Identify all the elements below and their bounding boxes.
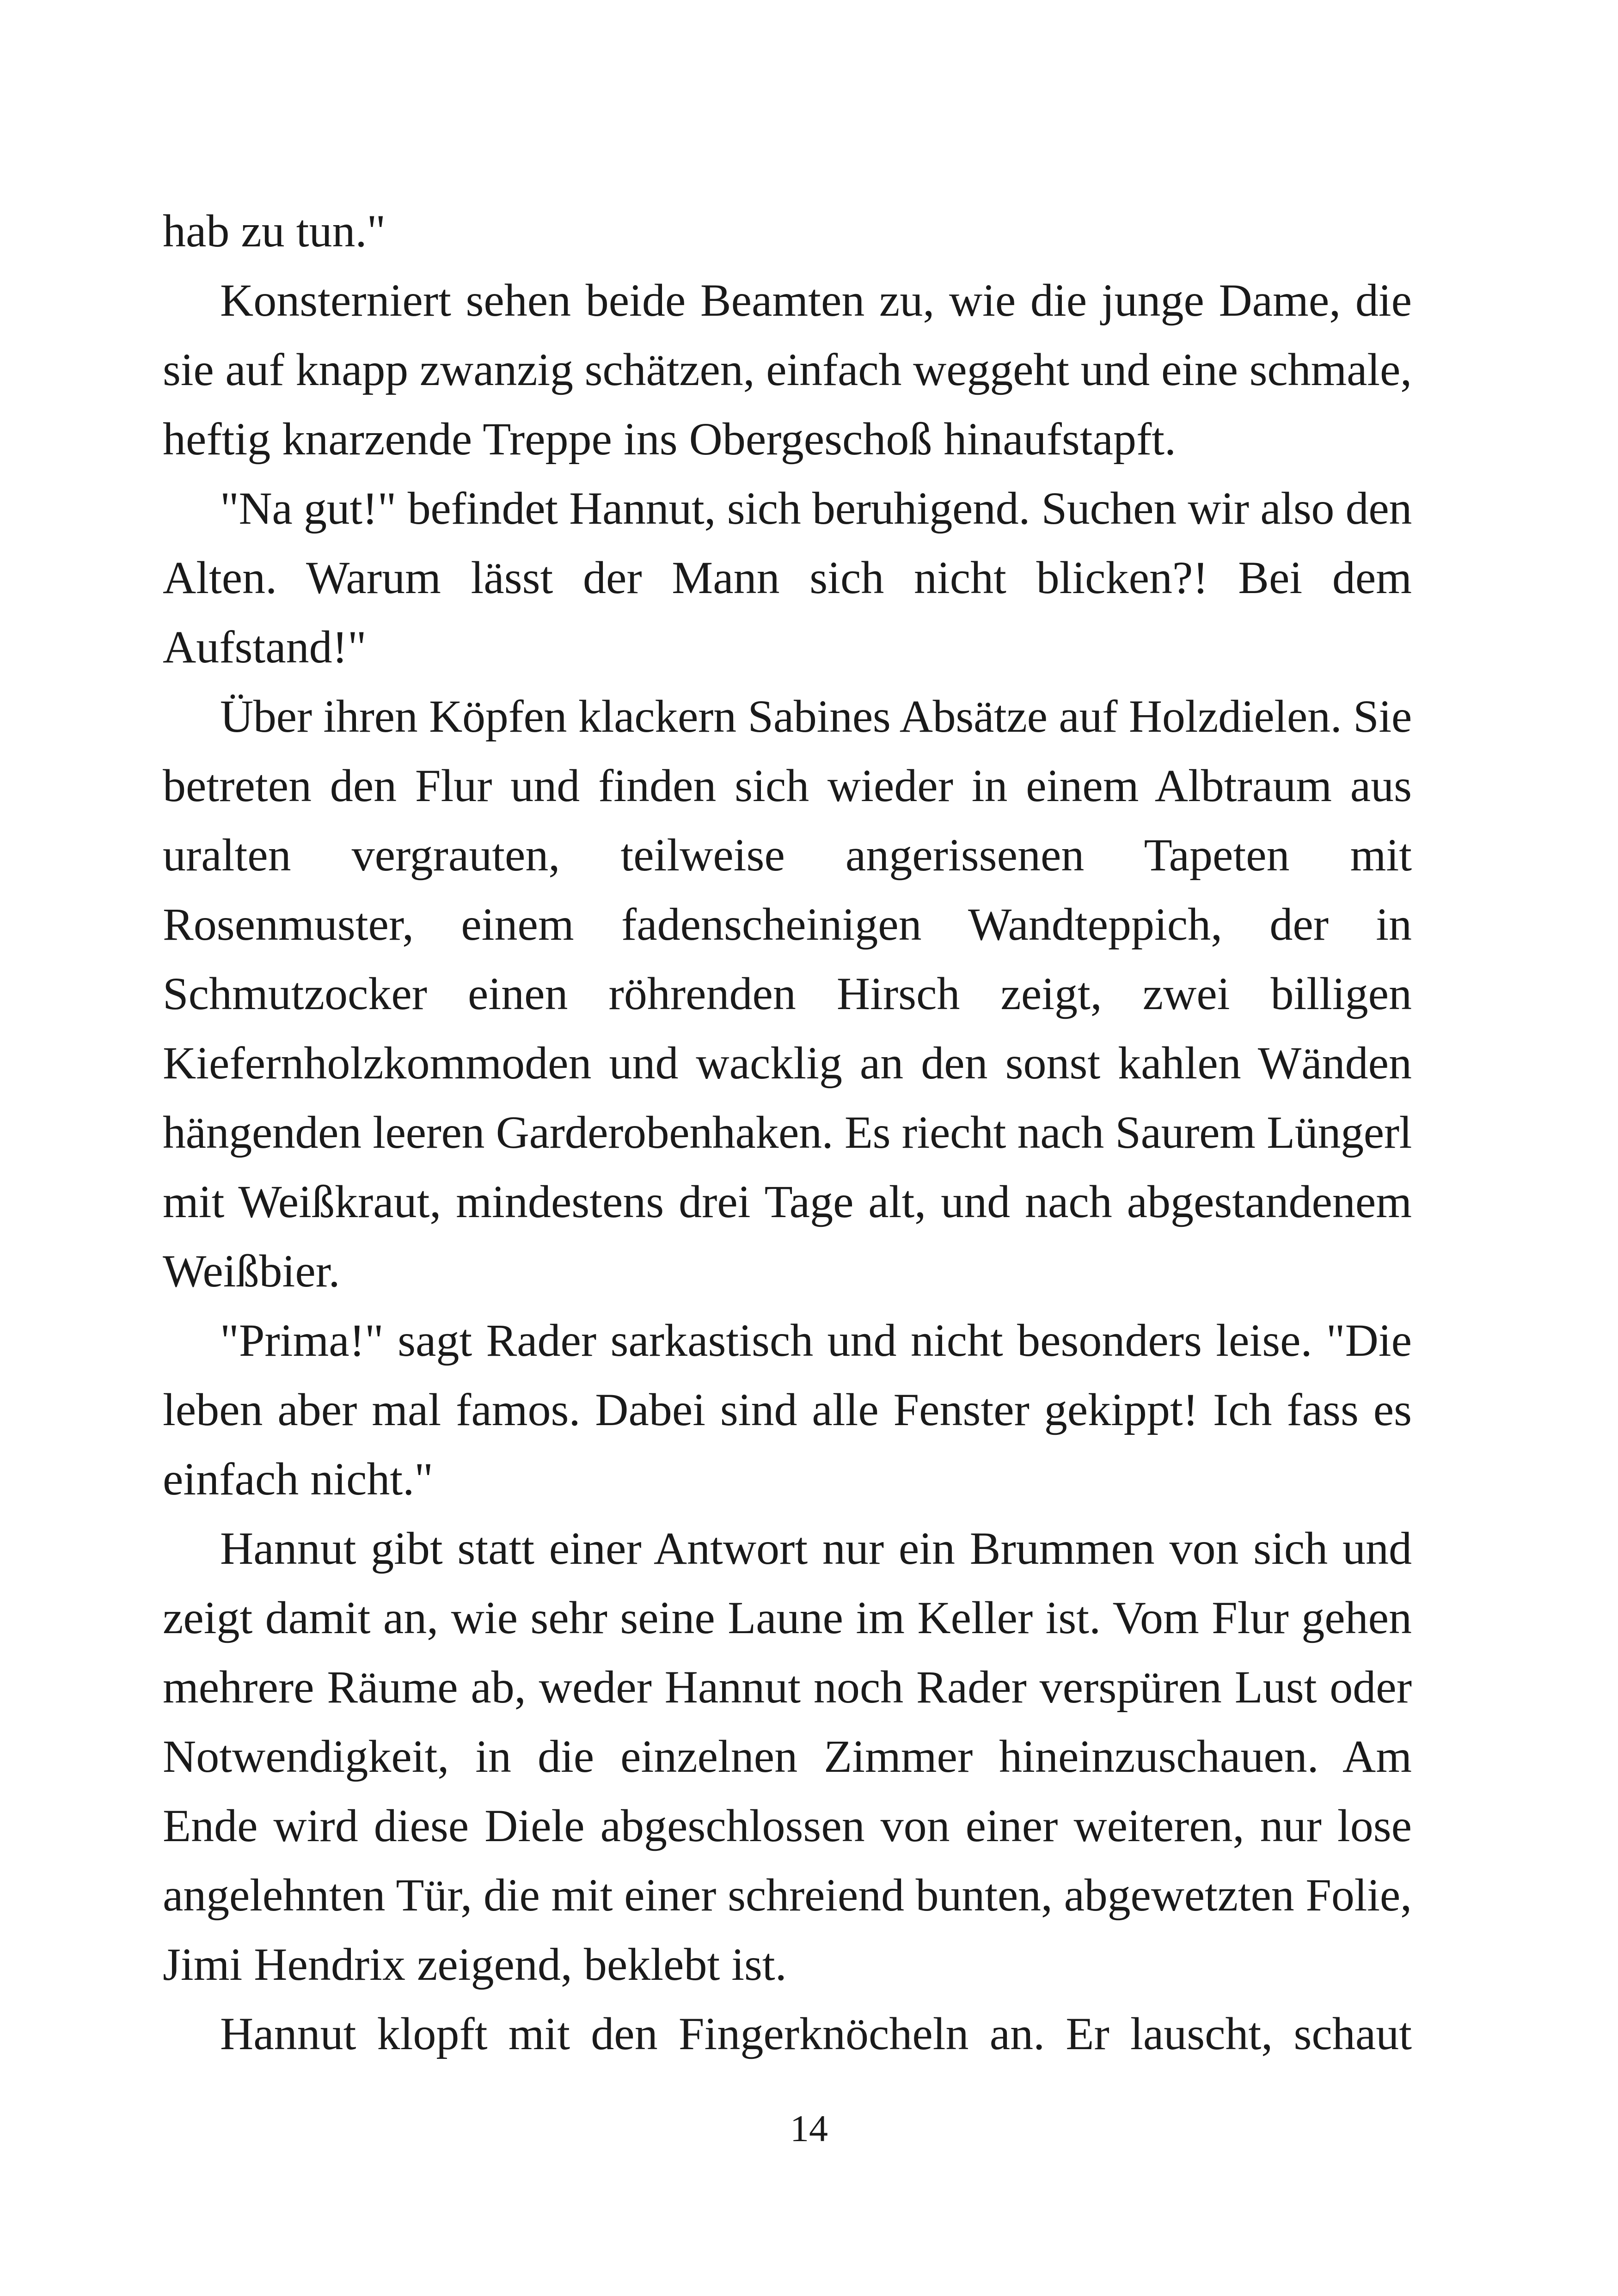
text-line: Weißbier. — [163, 1245, 340, 1297]
text-line: uralten vergrauten, teilweise angerissenen Tapeten mit — [163, 829, 1412, 881]
text-line: einfach nicht." — [163, 1453, 434, 1505]
text-line: Konsterniert sehen beide Beamten zu, wie die junge Dame, die — [220, 275, 1412, 326]
text-line: Hannut gibt statt einer Antwort nur ein Brummen von sich und — [220, 1523, 1412, 1574]
text-line: mit Weißkraut, mindestens drei Tage alt, und nach abgestandenem — [163, 1176, 1412, 1227]
text-line: Hannut klopft mit den Fingerknöcheln an. Er lauscht, schaut — [220, 2008, 1412, 2059]
page-number: 14 — [790, 2107, 828, 2149]
text-line: zeigt damit an, wie sehr seine Laune im Keller ist. Vom Flur gehen — [163, 1592, 1412, 1643]
text-line: Jimi Hendrix zeigend, beklebt ist. — [163, 1939, 787, 1990]
text-line: hab zu tun." — [163, 205, 386, 257]
text-line: Notwendigkeit, in die einzelnen Zimmer hineinzuschauen. Am — [163, 1731, 1412, 1782]
text-line: sie auf knapp zwanzig schätzen, einfach weggeht und eine schmale, — [163, 344, 1412, 395]
text-line: leben aber mal famos. Dabei sind alle Fenster gekippt! Ich fass es — [163, 1384, 1412, 1435]
text-line: Aufstand!" — [163, 621, 367, 673]
text-line: Über ihren Köpfen klackern Sabines Absätze auf Holzdielen. Sie — [220, 691, 1412, 742]
text-line: angelehnten Tür, die mit einer schreiend bunten, abgewetzten Folie, — [163, 1869, 1412, 1921]
text-line: Rosenmuster, einem fadenscheinigen Wandteppich, der in — [163, 899, 1412, 950]
text-line: heftig knarzende Treppe ins Obergeschoß hinaufstapft. — [163, 413, 1177, 465]
text-line: "Na gut!" befindet Hannut, sich beruhigend. Suchen wir also den — [220, 483, 1412, 534]
text-line: Ende wird diese Diele abgeschlossen von einer weiteren, nur lose — [163, 1800, 1412, 1851]
text-line: betreten den Flur und finden sich wieder in einem Albtraum aus — [163, 760, 1412, 811]
text-line: Schmutzocker einen röhrenden Hirsch zeigt, zwei billigen — [163, 968, 1412, 1019]
text-line: Alten. Warum lässt der Mann sich nicht blicken?! Bei dem — [163, 552, 1412, 603]
text-line: mehrere Räume ab, weder Hannut noch Rader verspüren Lust oder — [163, 1661, 1412, 1713]
text-line: hängenden leeren Garderobenhaken. Es riecht nach Saurem Lüngerl — [163, 1107, 1412, 1158]
text-line: Kiefernholzkommoden und wacklig an den sonst kahlen Wänden — [163, 1037, 1412, 1089]
body-text — [163, 196, 1412, 2069]
text-line: "Prima!" sagt Rader sarkastisch und nicht besonders leise. "Die — [220, 1315, 1412, 1366]
